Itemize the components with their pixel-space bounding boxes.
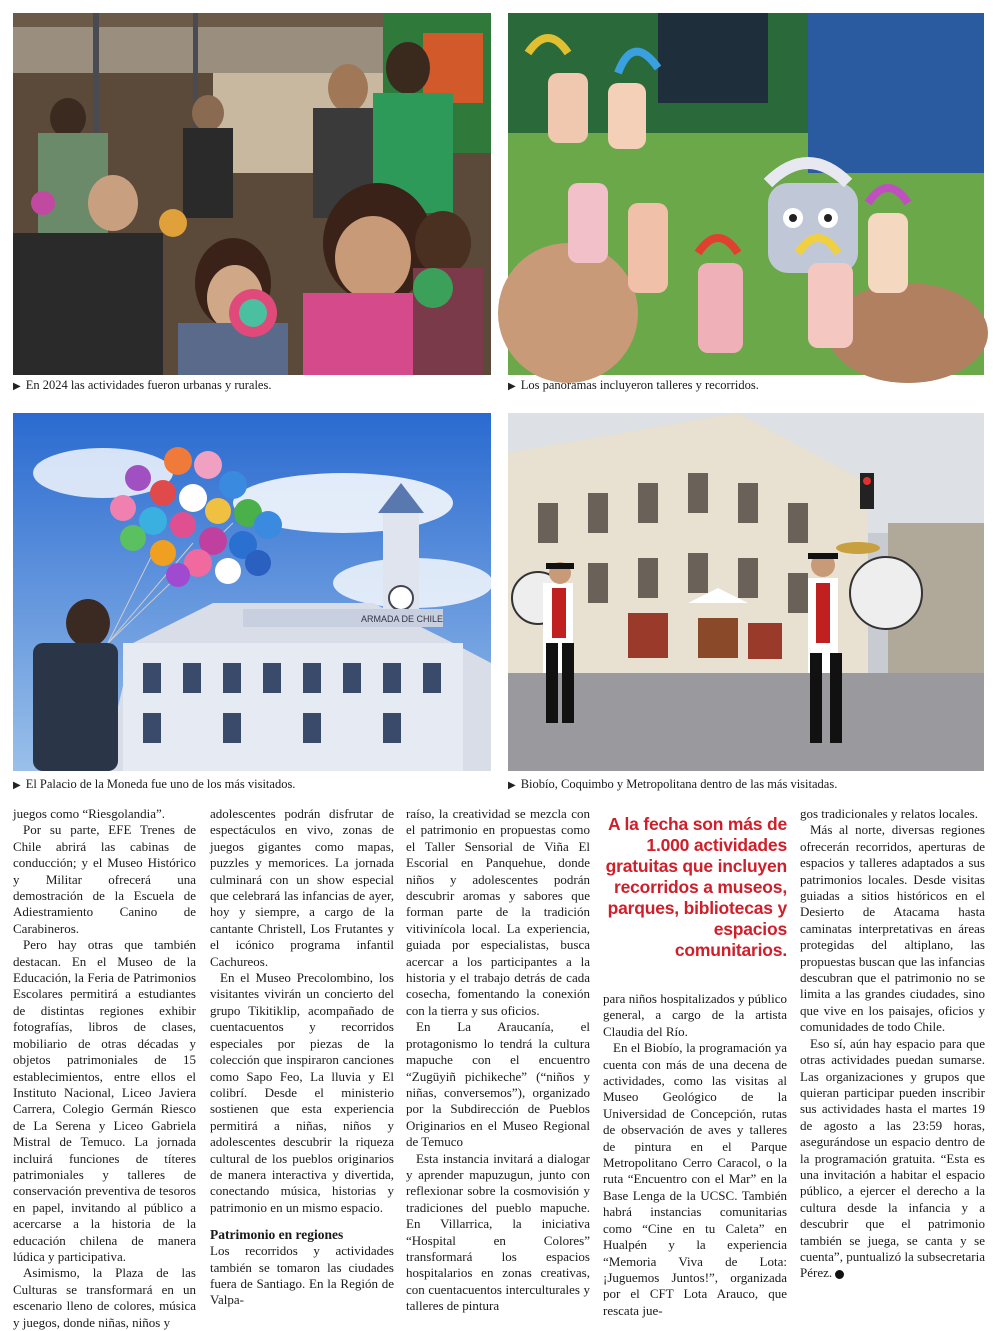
article-column-2: [210, 806, 394, 1309]
photo-caption-1: ▶ En 2024 las actividades fueron urbanas y rurales.: [13, 378, 272, 392]
photo-caption-2: ▶ Los panoramas incluyeron talleres y recorridos.: [508, 378, 759, 392]
pull-quote: A la fecha son más de 1.000 actividades gratuitas que incluyen recorridos a museos, parques, bibliotecas y espacios comunitarios.: [605, 814, 787, 960]
paragraph: juegos como “Riesgolandia”.: [13, 806, 165, 821]
paragraph: adolescentes podrán disfrutar de espectáculos en vivo, zonas de juegos gigantes como mapas, puzzles y memorices. La jornada culminará con un show especial que celebrará las infancias de ayer, hoy y siempre, a cargo de la cantante Christell, Los Frutantes y el icónico programa infantil Cachureos.: [210, 806, 394, 969]
paragraph: Asimismo, la Plaza de las Culturas se transformará en un escenario lleno de colores, música y juegos, donde niñas, niños y: [13, 1265, 196, 1330]
photo-puppets: [508, 13, 984, 375]
photo-caption-3: ▶ El Palacio de la Moneda fue uno de los más visitados.: [13, 777, 296, 791]
paragraph: En La Araucanía, el protagonismo lo tendrá la cultura mapuche con el encuentro “Zugüyiñ pichikeche” (“niños y niñas, conversemos”), organizado por la Subdirección de Pueblos Originarios en el Museo Regional de Temuco: [406, 1019, 590, 1150]
paragraph: En el Museo Precolombino, los visitantes vivirán un concierto del grupo Tikitiklip, acompañado de cuentacuentos y recorridos especiales por piezas de la colección que inspiraron canciones como Sapo Feo, La lluvia y El colibrí. Desde el ministerio sostienen que esta experiencia permitirá a niñas, niños y adolescentes descubrir la riqueza cultural de los pueblos originarios de manera interactiva y divertida, conectando música, historias y patrimonio en un mismo espacio.: [210, 970, 394, 1215]
paragraph: Esta instancia invitará a dialogar y aprender mapuzugun, junto con reflexionar sobre la cosmovisión y tradiciones del pueblo mapuche. En Villarrica, la iniciativa “Hospital en Colores” transformará los espacios hospitalarios en zonas creativas, con cuentacuentos interculturales y talleres de pintura: [406, 1150, 590, 1314]
paragraph: gos tradicionales y relatos locales.: [800, 806, 978, 821]
paragraph: Pero hay otras que también destacan. En el Museo de la Educación, la Feria de Patrimonios Escolares permitirá a estudiantes de distintas regiones exhibir fotografías, libros de clases, mobiliario de otras décadas y objetos patrimoniales de 15 establecimientos, entre ellos el Instituto Nacional, Liceo Javiera Carrera, Colegio Germán Riesco de La Serena y Liceo Gabriela Mistral de Temuco. La jornada incluirá funciones de títeres patrimoniales y talleres de conservación preventiva de tesoros en papel, invitando al público a acercarse a la historia de la educación chilena de manera lúdica y participativa.: [13, 937, 196, 1264]
caption-triangle-icon: ▶: [13, 381, 21, 392]
paragraph: En el Biobío, la programación ya cuenta con más de una decena de actividades, como las visitas al Museo Geológico de la Universidad de Concepción, rutas de observación de aves y talleres de pintura en el Parque Metropolitano Cerro Caracol, o la ruta “Encuentro con el Mar” en la Base Lenga de la UCSC. También habrá instancias comunitarias como “Cine en tu Caleta” en Hualpén y la experiencia “Memoria Viva de Lota: ¡Juguemos Juntos!”, organizada por el CFT Lota Arauco, que rescata jue-: [603, 1040, 787, 1318]
paragraph: Los recorridos y actividades también se tomaron las ciudades fuera de Santiago. En la Región de Valpa-: [210, 1243, 394, 1308]
photo-balloons-building: [13, 413, 491, 771]
article-column-1: [13, 806, 196, 1331]
article-column-3: [406, 806, 590, 1315]
caption-triangle-icon: ▶: [508, 780, 516, 791]
paragraph: para niños hospitalizados y público general, a cargo de la artista Claudia del Río.: [603, 991, 787, 1039]
article-column-5: [800, 806, 985, 1282]
photo-caption-4: ▶ Biobío, Coquimbo y Metropolitana dentro de las más visitadas.: [508, 777, 838, 791]
section-heading: Patrimonio en regiones: [210, 1227, 344, 1243]
paragraph: [800, 1036, 985, 1282]
caption-triangle-icon: ▶: [508, 381, 516, 392]
paragraph: Por su parte, EFE Trenes de Chile abrirá las cabinas de conducción; y el Museo Histórico y Militar ofrecerá una demostración de la Escuela de Adiestramiento Canino de Carabineros.: [13, 822, 196, 936]
closing-paragraph-text: Eso sí, aún hay espacio para que otras actividades puedan sumarse. Las organizaciones y grupos que quieran participar pueden inscribir sus actividades hasta el martes 19 de agosto a las 23:59 horas, asegurándose un espacio dentro de la programación gratuita. “Esta es una invitación a habitar el espacio público, a ejercer el derecho a la cultura desde la infancia y a descubrir que el patrimonio también se juega, se canta y se cuenta”, puntualizó la subsecretaria Pérez.: [800, 1035, 985, 1281]
article-column-4: [603, 806, 787, 1319]
photo-street-band: [508, 413, 984, 771]
building-sign: ARMADA DE CHILE: [361, 614, 444, 624]
paragraph: raíso, la creatividad se mezcla con el patrimonio en propuestas como el Taller Sensorial de Viña El Escorial en Panquehue, donde niños y adolescentes podrán descubrir aromas y sabores que forman parte de la tradición vitivinícola local. La experiencia, guiada por especialistas, busca acercar a los participantes a la historia y el trabajo detrás de cada cosecha, fomentando la conexión con la tierra y sus oficios.: [406, 806, 590, 1018]
end-mark-icon: [835, 1270, 844, 1279]
photo-children-museum: [13, 13, 491, 375]
caption-triangle-icon: ▶: [13, 780, 21, 791]
paragraph: Más al norte, diversas regiones ofrecerán recorridos, aperturas de espacios y talleres adaptados a sus patrimonios locales. Desde visitas guiadas a sitios históricos en el Desierto de Atacama hasta caminatas interpretativas en áreas protegidas del altiplano, las propuestas buscan que las infancias descubran que el patrimonio no se limita a las grandes ciudades, sino que vive en los paisajes, oficios y comunidades de todo Chile.: [800, 822, 985, 1035]
